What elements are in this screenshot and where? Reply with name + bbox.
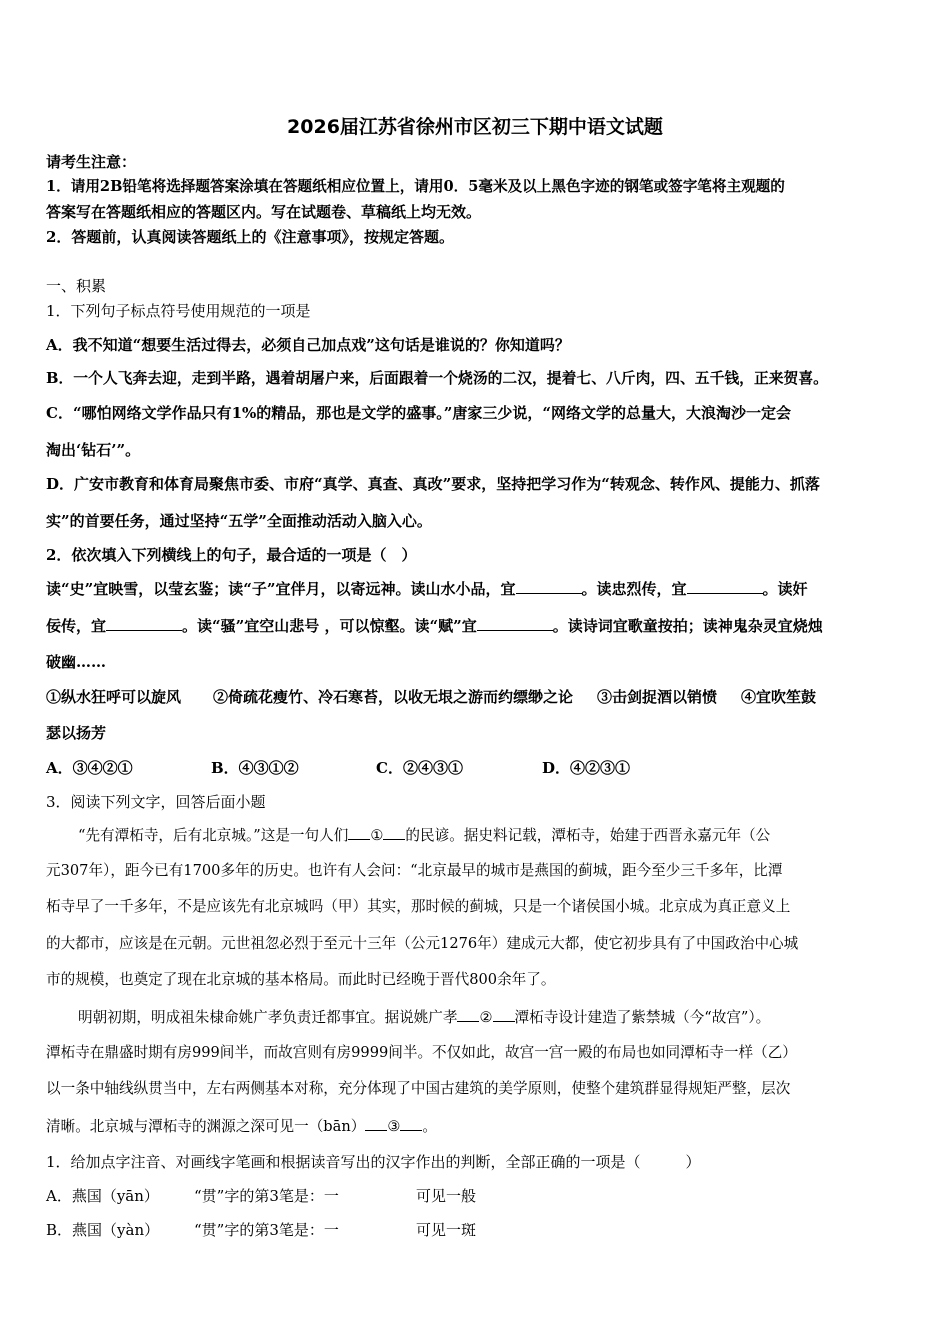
- answer-blank: [365, 1116, 387, 1131]
- answer-blank: [516, 579, 582, 594]
- q3-stem: 3．阅读下列文字，回答后面小题: [46, 793, 266, 811]
- q3-para1-line4: 的大都市，应该是在元朝。元世祖忽必烈于至元十三年（公元1276年）建成元大都，使它初步具有了中国政治中心城: [46, 935, 799, 952]
- q3-para1-line1: “先有潭柘寺，后有北京城。”这是一句人们 ① 的民谚。据史料记载，潭柘寺，始建于西晋永嘉元年（公: [78, 827, 771, 844]
- q2-sentences: [46, 687, 816, 707]
- sentence-4: ④宜吹笙鼓: [741, 688, 817, 706]
- q1-stem: 1．下列句子标点符号使用规范的一项是: [46, 302, 311, 320]
- section-heading: 一、积累: [46, 277, 107, 295]
- q1-option-c-line2: 淘出‘钻石’”。: [46, 441, 141, 459]
- answer-blank: [400, 1116, 422, 1131]
- q3-para1-line5: 市的规模，也奠定了现在北京城的基本格局。而此时已经晚于晋代800余年了。: [46, 971, 556, 988]
- q1-option-c-line1: C．“哪怕网络文学作品只有1%的精品，那也是文学的盛事。”唐家三少说，“网络文学的总量大，大浪淘沙一定会: [46, 404, 792, 422]
- q3-para2-line2: 潭柘寺在鼎盛时期有房999间半，而故宫则有房9999间半。不仅如此，故宫一宫一殿的布局也如同潭柘寺一样（乙）: [46, 1044, 797, 1061]
- answer-blank: [457, 1007, 479, 1022]
- q3-para1-line3: 柘寺早了一千多年，不是应该先有北京城吗（甲）其实，那时候的蓟城，只是一个诸侯国小城。北京成为真正意义上: [46, 898, 791, 915]
- sentence-3: ③击剑捉酒以销愤: [597, 688, 718, 706]
- q2-option-c: C．②④③①: [376, 759, 463, 777]
- q2-option-d: D．④②③①: [542, 759, 631, 777]
- q3-para2-line4: 清晰。北京城与潭柘寺的渊源之深可见一（bān） ③ 。: [46, 1118, 438, 1135]
- q3-para1-line2: 元307年），距今已有1700多年的历史。也许有人会问：“北京最早的城市是燕国的蓟城，距今至少三千多年，比潭: [46, 862, 783, 879]
- q2-option-a: A．③④②①: [46, 759, 133, 777]
- q2-sentences-cont: 瑟以扬芳: [46, 724, 107, 742]
- sentence-1: ①纵水狂呼可以旋风: [46, 688, 182, 706]
- answer-blank: [383, 825, 405, 840]
- answer-blank: [477, 616, 553, 631]
- sentence-2: ②倚疏花瘦竹、冷石寒苔，以收无垠之游而约缥缈之论: [213, 688, 574, 706]
- q3-para2-line3: 以一条中轴线纵贯当中，左右两侧基本对称，充分体现了中国古建筑的美学原则，使整个建筑群显得规矩严整，层次: [46, 1080, 791, 1097]
- notice-line-3: 2．答题前，认真阅读答题纸上的《注意事项》，按规定答题。: [46, 228, 454, 246]
- q1-option-d-line1: D．广安市教育和体育局聚焦市委、市府“真学、真查、真改”要求，坚持把学习作为“转观念、转作风、提能力、抓落: [46, 475, 820, 493]
- answer-blank: [493, 1007, 515, 1022]
- q2-stem: 2．依次填入下列横线上的句子，最合适的一项是（ ）: [46, 546, 417, 564]
- q2-passage-line3: 破幽……: [46, 653, 107, 671]
- notice-line-2: 答案写在答题纸相应的答题区内。写在试题卷、草稿纸上均无效。: [46, 203, 482, 221]
- answer-blank: [348, 825, 370, 840]
- q2-option-b: B．④③①②: [211, 759, 299, 777]
- q2-passage-line2: 佞传，宜 。读“骚”宜空山悲号 ，可以惊壑。读“赋”宜 。读诗词宜歌童按拍；读神鬼杂灵宜烧烛: [46, 617, 823, 635]
- q3-para2-line1: 明朝初期，明成祖朱棣命姚广孝负责迁都事宜。据说姚广孝 ② 潭柘寺设计建造了紫禁城（今“故宫”）。: [78, 1009, 771, 1026]
- q3-sub1-stem: 1．给加点字注音、对画线字笔画和根据读音写出的汉字作出的判断，全部正确的一项是（ ）: [46, 1153, 701, 1171]
- q1-option-a: A．我不知道“想要生活过得去，必须自己加点戏”这句话是谁说的？你知道吗？: [46, 336, 570, 354]
- q1-option-d-line2: 实”的首要任务，通过坚持“五学”全面推动活动入脑入心。: [46, 512, 432, 530]
- answer-blank: [106, 616, 182, 631]
- q1-option-b: B．一个人飞奔去迎，走到半路，遇着胡屠户来，后面跟着一个烧汤的二汉，提着七、八斤肉，四、五千钱，正来贺喜。: [46, 370, 828, 387]
- notice-heading: 请考生注意：: [46, 153, 137, 171]
- page-title: 2026届江苏省徐州市区初三下期中语文试题: [287, 116, 663, 138]
- q2-passage-line1: 读“史”宜映雪，以莹玄鉴；读“子”宜伴月，以寄远神。读山水小品，宜 。读忠烈传，宜 。读奸: [46, 580, 808, 598]
- notice-line-1: 1．请用2B铅笔将选择题答案涂填在答题纸相应位置上，请用0．5毫米及以上黑色字迹的钢笔或签字笔将主观题的: [46, 178, 785, 195]
- exam-page: 2026届江苏省徐州市区初三下期中语文试题 请考生注意： 1．请用2B铅笔将选择题答案涂填在答题纸相应位置上，请用0．5毫米及以上黑色字迹的钢笔或签字笔将主观题的 答案写在答题纸相应的答题区内。写在试题卷、草稿纸上均无效。 2．答题前，认真阅读答题纸上的《注意事项》，按规定答题。 一、积累 1．下列句子标点符号使用规范的一项是 A．我不知道“想要生活过得去，必须自己加点戏”这句话是谁说的？你知道吗？ B．一个人飞奔去迎，走到半路，遇着胡屠户来，后面跟着一个烧汤的二汉，提着七、八斤肉，四、五千钱，正来贺喜。 C．“哪怕网络文学作品只有1%的精品，那也是文学的盛事。”唐家三少说，“网络文学的总量大，大浪淘沙一定会 淘出‘钻石’”。 D．广安市教育和体育局聚焦市委、市府“真学、真查、真改”要求，坚持把学习作为“转观念、转作风、提能力、抓落 实”的首要任务，通过坚持“五学”全面推动活动入脑入心。 2．依次填入下列横线上的句子，最合适的一项是（ ） 读“史”宜映雪，以莹玄鉴；读“子”宜伴月，以寄远神。读山水小品，宜 。读忠烈传，宜 。读奸 佞传，宜 。读“骚”宜空山悲号 ，可以惊壑。读“赋”宜 。读诗词宜歌童按拍；读神鬼杂灵宜烧烛 破幽…… ①纵水狂呼可以旋风 ②倚疏花瘦竹、冷石寒苔，以收无垠之游而约缥缈之论 ③击剑捉酒以销愤 ④宜吹笙鼓 瑟以扬芳 A．③④②① B．④③①② C．②④③① D．④②③① 3．阅读下列文字，回答后面小题 “先有潭柘寺，后有北京城。”这是一句人们 ① 的民谚。据史料记载，潭柘寺，始建于西晋永嘉元年（公 元307年），距今已有1700多年的历史。也许有人会问：“北京最早的城市是燕国的蓟城，距今至少三千多年，比潭 柘寺早了一千多年，不是应该先有北京城吗（甲）其实，那时候的蓟城，只是一个诸侯国小城。北京成为真正意义上 的大都市，应该是在元朝。元世祖忽必烈于至元十三年（公元1276年）建成元大都，使它初步具有了中国政治中心城 市的规模，也奠定了现在北京城的基本格局。而此时已经晚于晋代800余年了。 明朝初期，明成祖朱棣命姚广孝负责迁都事宜。据说姚广孝 ② 潭柘寺设计建造了紫禁城（今“故宫”）。 潭柘寺在鼎盛时期有房999间半，而故宫则有房9999间半。不仅如此，故宫一宫一殿的布局也如同潭柘寺一样（乙） 以一条中轴线纵贯当中，左右两侧基本对称，充分体现了中国古建筑的美学原则，使整个建筑群显得规矩严整，层次 清晰。北京城与潭柘寺的渊源之深可见一（bān） ③ 。 1．给加点字注音、对画线字笔画和根据读音写出的汉字作出的判断，全部正确的一项是（ ） A．燕国（yān） “贯”字的第3笔是：一 可见一般 B．燕国（yàn） “贯”字的第3笔是：一 可见一斑: [0, 0, 950, 1344]
- answer-blank: [687, 579, 763, 594]
